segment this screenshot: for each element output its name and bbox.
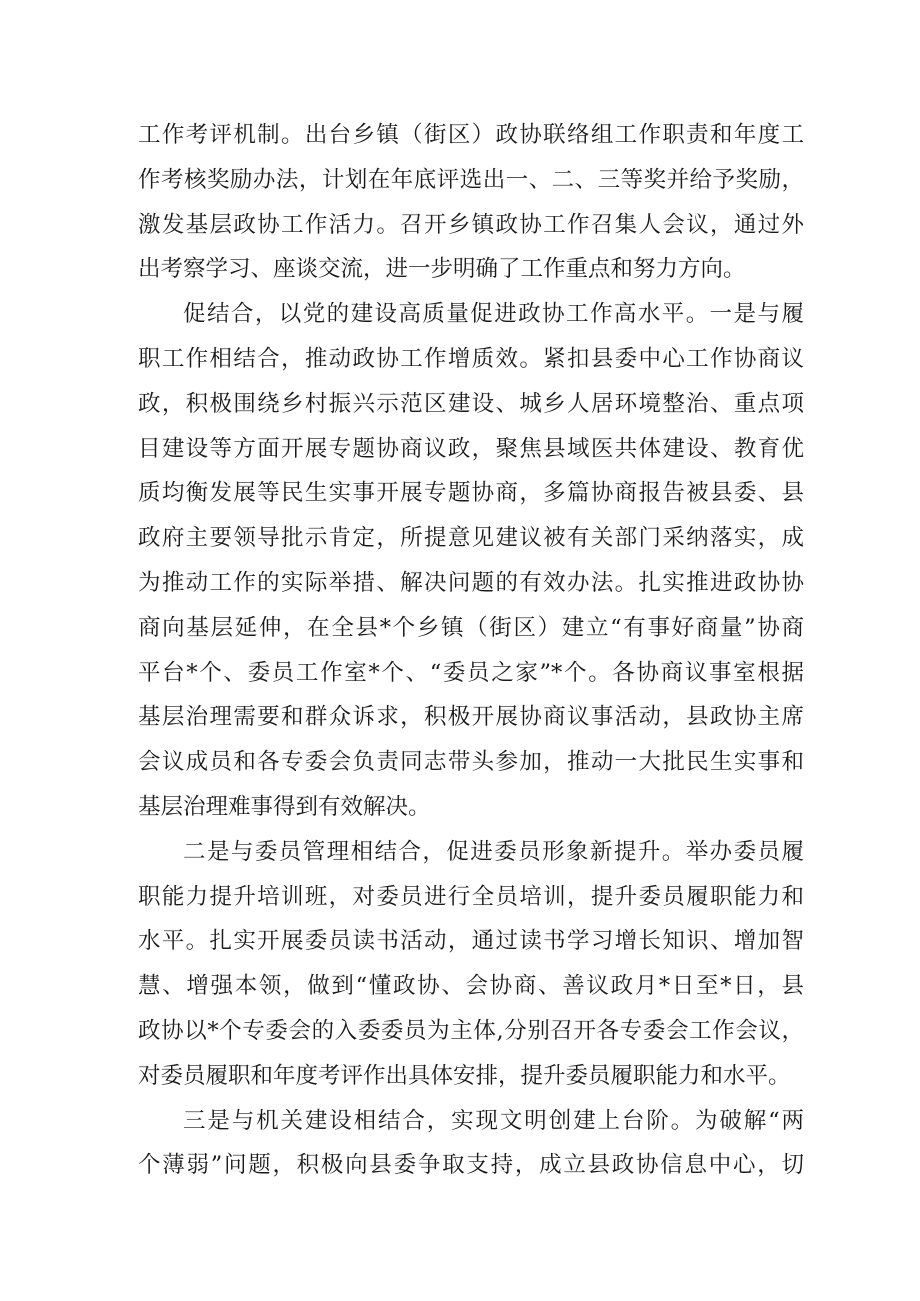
text-line: 质均衡发展等民生实事开展专题协商，多篇协商报告被县委、县 <box>138 480 804 507</box>
text-line: 会议成员和各专委会负责同志带头参加，推动一大批民生实事和 <box>138 749 804 776</box>
text-line: 促结合，以党的建设高质量促进政协工作高水平。一是与履 <box>183 301 804 328</box>
text-line: 激发基层政协工作活力。召开乡镇政协工作召集人会议，通过外 <box>138 211 804 238</box>
text-line: 为推动工作的实际举措、解决问题的有效办法。扎实推进政协协 <box>138 569 804 596</box>
text-line: 三是与机关建设相结合，实现文明创建上台阶。为破解“两 <box>183 1107 804 1134</box>
text-line: 目建设等方面开展专题协商议政，聚焦县域医共体建设、教育优 <box>138 435 804 462</box>
document-body <box>138 113 804 1188</box>
text-line: 二是与委员管理相结合，促进委员形象新提升。举办委员履 <box>183 838 804 865</box>
text-line: 对委员履职和年度考评作出具体安排，提升委员履职能力和水平。 <box>138 1062 791 1089</box>
text-line: 慧、增强本领，做到“懂政协、会协商、善议政月*日至*日，县 <box>138 973 804 1000</box>
text-line: 政府主要领导批示肯定，所提意见建议被有关部门采纳落实，成 <box>138 525 804 552</box>
text-line: 政，积极围绕乡村振兴示范区建设、城乡人居环境整治、重点项 <box>138 390 804 417</box>
text-line: 水平。扎实开展委员读书活动，通过读书学习增长知识、增加智 <box>138 928 804 955</box>
text-line: 平台*个、委员工作室*个、“委员之家”*个。各协商议事室根据 <box>138 659 804 686</box>
text-line: 职工作相结合，推动政协工作增质效。紧扣县委中心工作协商议 <box>138 345 804 372</box>
text-line: 政协以*个专委会的入委委员为主体,分别召开各专委会工作会议， <box>138 1017 804 1044</box>
text-line: 职能力提升培训班，对委员进行全员培训，提升委员履职能力和 <box>138 883 804 910</box>
text-line: 商向基层延伸，在全县*个乡镇（街区）建立“有事好商量”协商 <box>138 614 804 641</box>
text-line: 出考察学习、座谈交流，进一步明确了工作重点和努力方向。 <box>138 256 746 283</box>
text-line: 作考核奖励办法，计划在年底评选出一、二、三等奖并给予奖励， <box>138 166 804 193</box>
text-line: 个薄弱”问题，积极向县委争取支持，成立县政协信息中心，切 <box>138 1152 804 1179</box>
text-line: 基层治理难事得到有效解决。 <box>138 793 431 820</box>
text-line: 基层治理需要和群众诉求，积极开展协商议事活动，县政协主席 <box>138 704 804 731</box>
text-line: 工作考评机制。出台乡镇（街区）政协联络组工作职责和年度工 <box>138 122 804 148</box>
